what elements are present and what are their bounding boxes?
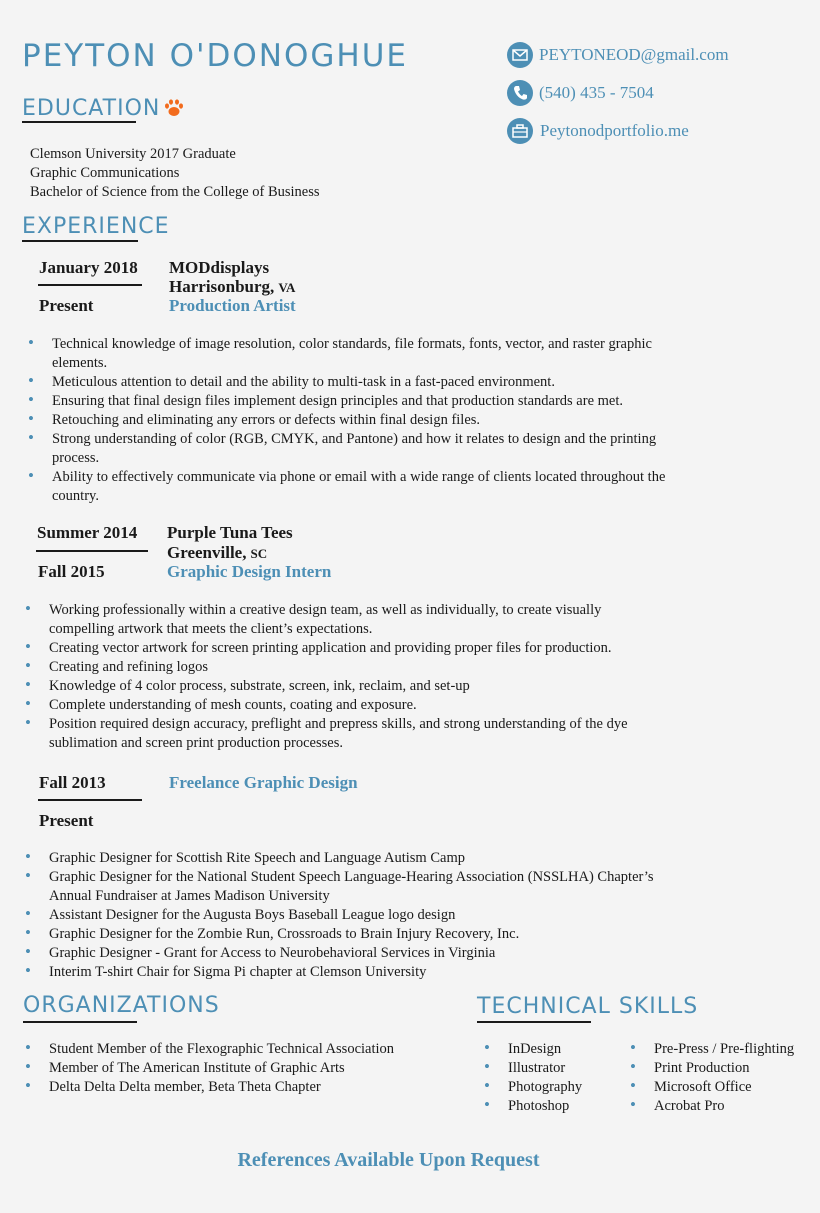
email-icon [507,42,533,68]
list-item: • Graphic Designer for the National Student Speech Language-Hearing Association (NSSLHA) Chapter’s Annual Fundraiser at James Madison University [49,868,659,906]
job1-start: January 2018 [39,258,138,277]
education-rule [22,121,136,123]
list-item: • Meticulous attention to detail and the ability to multi-task in a fast-paced environment. [52,373,672,392]
job2-city: Greenville, [167,543,247,562]
job2-state: SC [250,546,268,561]
education-lines [30,145,320,202]
job1-end: Present [39,296,94,315]
list-item: • InDesign [508,1040,628,1059]
job2-date-rule [36,550,148,552]
education-line: Graphic Communications [30,165,180,181]
job3-date-rule [38,799,142,801]
list-item: • Pre-Press / Pre-flighting [654,1040,814,1059]
list-item: • Graphic Designer for Scottish Rite Speech and Language Autism Camp [49,849,659,868]
job1-title: Production Artist [169,296,296,315]
organizations-rule [23,1021,137,1023]
list-item: • Member of The American Institute of Graphic Arts [49,1059,449,1078]
list-item: • Graphic Designer for the Zombie Run, Crossroads to Brain Injury Recovery, Inc. [49,925,659,944]
job2-title: Graphic Design Intern [167,562,332,581]
skills-rule [477,1021,591,1023]
education-heading: EDUCATION [22,96,161,121]
job1-date-rule [38,284,142,286]
list-item: • Knowledge of 4 color process, substrate, screen, ink, reclaim, and set-up [49,677,659,696]
phone-icon [507,80,533,106]
experience-heading: EXPERIENCE [22,214,170,239]
list-item: • Photography [508,1078,628,1097]
job2-bullets [49,601,659,753]
list-item: • Strong understanding of color (RGB, CMYK, and Pantone) and how it relates to design and the printing process. [52,430,672,468]
list-item: • Student Member of the Flexographic Technical Association [49,1040,449,1059]
organizations-heading: ORGANIZATIONS [23,993,220,1018]
job1-city: Harrisonburg, [169,277,275,296]
references-note: References Available Upon Request [237,1149,540,1171]
email-text[interactable]: PEYTONEOD@gmail.com [539,45,729,64]
list-item: • Photoshop [508,1097,628,1116]
list-item: • Creating and refining logos [49,658,659,677]
job1-state: VA [278,280,296,295]
job3-end: Present [39,811,94,830]
job2-company: Purple Tuna Tees [167,523,293,542]
education-line: Clemson University 2017 Graduate [30,146,236,162]
job2-location [167,543,267,563]
briefcase-icon [507,118,533,144]
list-item: • Illustrator [508,1059,628,1078]
job3-start: Fall 2013 [39,773,106,792]
phone-text[interactable]: (540) 435 - 7504 [539,83,654,102]
list-item: • Acrobat Pro [654,1097,814,1116]
organizations-list [49,1040,449,1097]
list-item: • Complete understanding of mesh counts, coating and exposure. [49,696,659,715]
skills-heading: TECHNICAL SKILLS [477,994,699,1019]
education-line: Bachelor of Science from the College of Business [30,184,320,200]
skills-column-2 [654,1040,814,1116]
job3-bullets [49,849,659,982]
job1-bullets [52,335,672,506]
job1-company: MODdisplays [169,258,270,277]
paw-icon [163,97,185,119]
list-item: • Position required design accuracy, preflight and prepress skills, and strong understanding of the dye sublimation and screen print production processes. [49,715,659,753]
portfolio-text[interactable]: Peytonodportfolio.me [540,121,689,140]
list-item: • Microsoft Office [654,1078,814,1097]
job3-title: Freelance Graphic Design [169,773,358,792]
list-item: • Assistant Designer for the Augusta Boys Baseball League logo design [49,906,659,925]
resume-name: PEYTON O'DONOGHUE [22,38,408,74]
list-item: • Working professionally within a creative design team, as well as individually, to create visually compelling artwork that meets the client’s expectations. [49,601,659,639]
experience-rule [22,240,138,242]
skills-column-1 [508,1040,628,1116]
job2-end: Fall 2015 [38,562,105,581]
list-item: • Retouching and eliminating any errors or defects within final design files. [52,411,672,430]
list-item: • Ensuring that final design files implement design principles and that production standards are met. [52,392,672,411]
job2-start: Summer 2014 [37,523,138,542]
list-item: • Print Production [654,1059,814,1078]
list-item: • Ability to effectively communicate via phone or email with a wide range of clients located throughout the country. [52,468,672,506]
job1-location [169,277,295,297]
list-item: • Creating vector artwork for screen printing application and providing proper files for production. [49,639,659,658]
list-item: • Technical knowledge of image resolution, color standards, file formats, fonts, vector, and raster graphic elements. [52,335,672,373]
list-item: • Graphic Designer - Grant for Access to Neurobehavioral Services in Virginia [49,944,659,963]
list-item: • Interim T-shirt Chair for Sigma Pi chapter at Clemson University [49,963,659,982]
list-item: • Delta Delta Delta member, Beta Theta Chapter [49,1078,449,1097]
